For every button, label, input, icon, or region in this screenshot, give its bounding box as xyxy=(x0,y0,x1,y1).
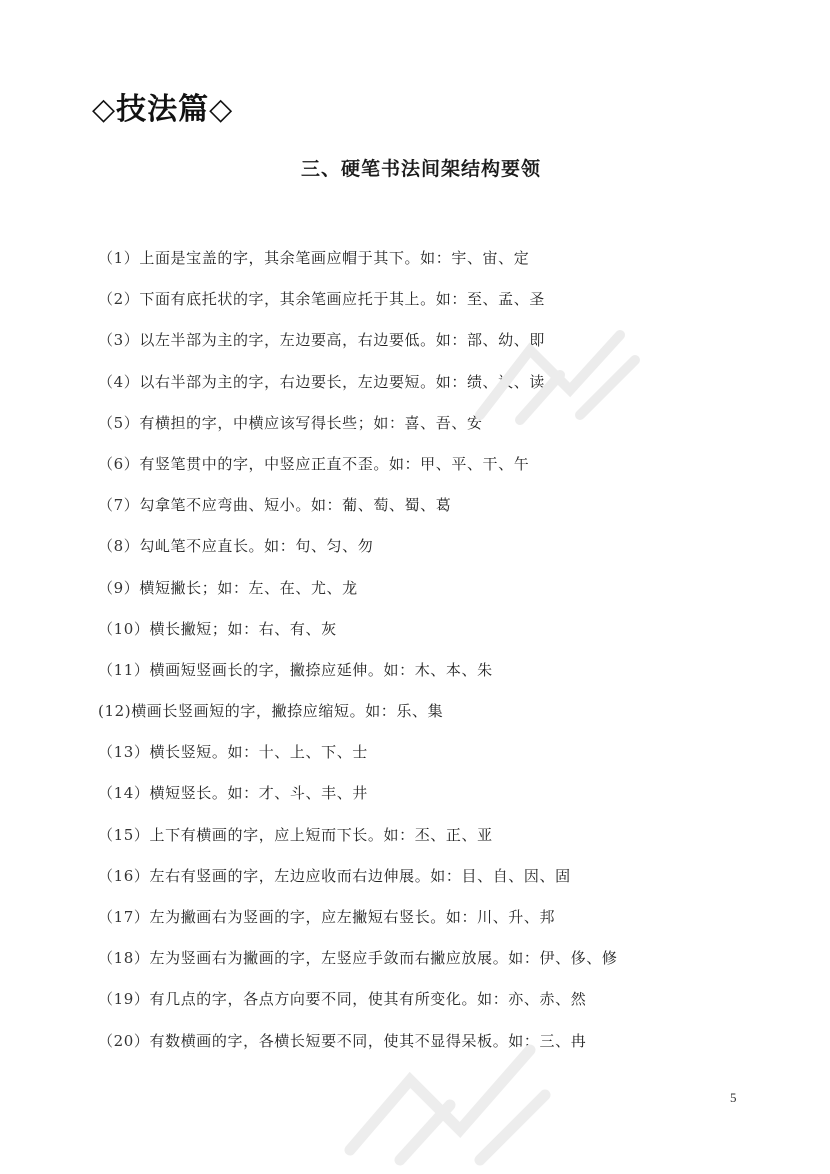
rule-item xyxy=(98,775,618,816)
rule-text: 下面有底托状的字，其余笔画应托于其上。如：至、孟、圣 xyxy=(139,290,545,309)
page-number: 5 xyxy=(730,1090,737,1105)
rule-text: 有几点的字，各点方向要不同，使其有所变化。如：亦、赤、然 xyxy=(149,990,587,1009)
rule-item xyxy=(98,734,618,775)
rule-item xyxy=(98,693,618,734)
rule-item xyxy=(98,899,618,940)
rule-text: 横画长竖画短的字，撇捺应缩短。如：乐、集 xyxy=(131,702,444,721)
rules-list xyxy=(98,240,618,1064)
rule-number: （10） xyxy=(98,619,150,638)
rule-text: 上面是宝盖的字，其余笔画应帽于其下。如：宇、宙、定 xyxy=(139,249,530,267)
rule-number: （4） xyxy=(98,372,140,391)
rule-item xyxy=(98,528,618,569)
rule-item xyxy=(98,322,618,363)
rule-text: 横长撇短；如：右、有、灰 xyxy=(149,619,337,638)
rule-number: （16） xyxy=(98,866,150,885)
rule-text: 以左半部为主的字，左边要高，右边要低。如：部、幼、即 xyxy=(139,331,545,350)
rule-text: 左右有竖画的字，左边应收而右边伸展。如：目、自、因、固 xyxy=(149,866,571,885)
rule-number: （9） xyxy=(98,578,140,597)
rule-number: （18） xyxy=(98,949,150,968)
rule-number: （14） xyxy=(98,784,150,803)
rule-text: 有数横画的字，各横长短要不同，使其不显得呆板。如：三、冉 xyxy=(149,1031,587,1050)
diamond-left-icon: ◇ xyxy=(92,92,117,127)
rule-text: 勾拿笔不应弯曲、短小。如：葡、萄、蜀、葛 xyxy=(139,496,452,515)
rule-item xyxy=(98,981,618,1022)
page-subtitle: 三、硬笔书法间架结构要领 xyxy=(300,158,541,180)
rule-number: （11） xyxy=(98,660,150,679)
rule-number: （17） xyxy=(98,908,150,926)
rule-text: 有横担的字，中横应该写得长些；如：喜、吾、安 xyxy=(139,413,483,432)
rule-text: 以右半部为主的字，右边要长，左边要短。如：绩、议、读 xyxy=(139,372,545,391)
rule-item xyxy=(98,858,618,899)
rule-item xyxy=(98,1023,618,1064)
rule-item xyxy=(98,364,618,405)
rule-item xyxy=(98,487,618,528)
rule-text: 左为竖画右为撇画的字，左竖应手敛而右撇应放展。如：伊、侈、修 xyxy=(149,949,618,968)
rule-item xyxy=(98,240,618,281)
rule-text: 横短竖长。如：才、斗、丰、井 xyxy=(149,784,368,803)
rule-text: 勾乢笔不应直长。如：句、匀、勿 xyxy=(139,537,374,556)
rule-text: 横长竖短。如：十、上、下、士 xyxy=(149,743,368,762)
rule-number: （3） xyxy=(98,331,140,350)
rule-item xyxy=(98,817,618,858)
rule-item xyxy=(98,570,618,611)
rule-item xyxy=(98,281,618,322)
rule-item xyxy=(98,446,618,487)
rule-text: 横短撇长；如：左、在、尤、龙 xyxy=(139,578,358,597)
rule-item xyxy=(98,940,618,981)
rule-number: （15） xyxy=(98,825,150,844)
rule-text: 横画短竖画长的字，撇捺应延伸。如：木、本、朱 xyxy=(149,660,493,679)
section-heading xyxy=(92,86,233,134)
rule-number: (12) xyxy=(98,702,132,721)
rule-number: （6） xyxy=(98,454,140,473)
rule-text: 上下有横画的字，应上短而下长。如：丕、正、亚 xyxy=(149,825,493,844)
rule-number: （2） xyxy=(98,290,140,309)
rule-number: （1） xyxy=(98,249,140,267)
rule-number: （20） xyxy=(98,1031,150,1050)
rule-item xyxy=(98,611,618,652)
section-heading-text: 技法篇 xyxy=(116,92,210,127)
rule-number: （13） xyxy=(98,743,150,762)
rule-item xyxy=(98,405,618,446)
rule-text: 左为撇画右为竖画的字，应左撇短右竖长。如：川、升、邦 xyxy=(149,908,556,926)
rule-text: 有竖笔贯中的字，中竖应正直不歪。如：甲、平、干、午 xyxy=(139,454,530,473)
rule-number: （5） xyxy=(98,413,140,432)
rule-item xyxy=(98,652,618,693)
diamond-right-icon: ◇ xyxy=(209,92,234,127)
rule-number: （19） xyxy=(98,990,150,1009)
rule-number: （8） xyxy=(98,537,140,556)
rule-number: （7） xyxy=(98,496,140,515)
